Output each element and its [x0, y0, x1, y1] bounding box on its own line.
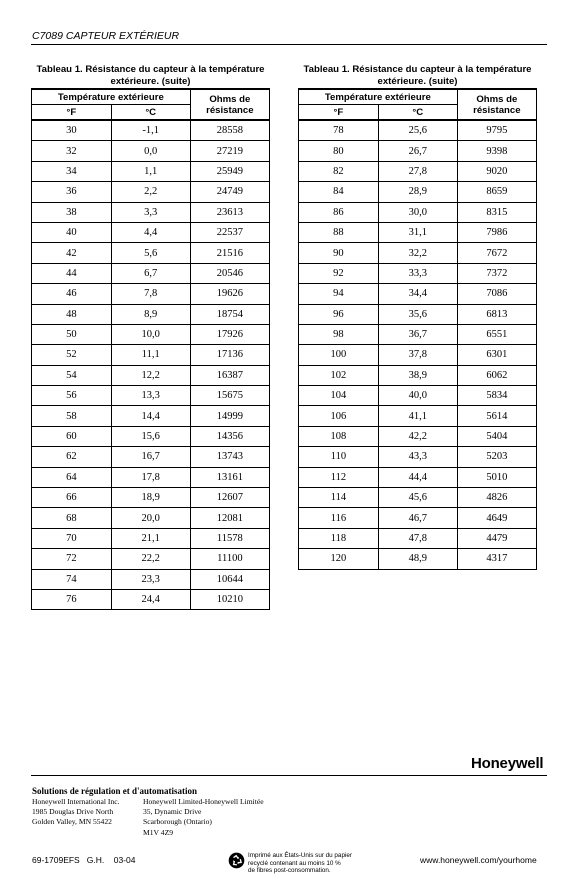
celsius-cell: 18,9 [111, 488, 190, 508]
temperature-group-header: Température extérieure [299, 89, 458, 105]
celsius-cell: 7,8 [111, 284, 190, 304]
ohms-cell: 18754 [190, 304, 269, 324]
ohms-cell: 14999 [190, 406, 269, 426]
ohms-cell: 14356 [190, 426, 269, 446]
celsius-cell: 24,4 [111, 589, 190, 609]
table-row [32, 365, 270, 385]
table-row [299, 120, 537, 141]
ohms-cell: 16387 [190, 365, 269, 385]
ohms-cell: 4826 [457, 488, 536, 508]
address-canada [143, 797, 264, 838]
table-row [299, 284, 537, 304]
table-row [299, 222, 537, 242]
table-row [32, 141, 270, 161]
table-row [32, 426, 270, 446]
celsius-cell: 48,9 [378, 549, 457, 569]
celsius-cell: 15,6 [111, 426, 190, 446]
fahrenheit-cell: 118 [299, 528, 379, 548]
table-row [32, 304, 270, 324]
fahrenheit-cell: 78 [299, 120, 379, 141]
fahrenheit-cell: 34 [32, 161, 112, 181]
ohms-cell: 6551 [457, 324, 536, 344]
ohms-cell: 4317 [457, 549, 536, 569]
celsius-cell: 5,6 [111, 243, 190, 263]
celsius-cell: 38,9 [378, 365, 457, 385]
fahrenheit-cell: 58 [32, 406, 112, 426]
fahrenheit-cell: 42 [32, 243, 112, 263]
recycle-icon [228, 852, 245, 869]
table-row [32, 589, 270, 609]
table-row [299, 141, 537, 161]
table-row [32, 182, 270, 202]
fahrenheit-cell: 50 [32, 324, 112, 344]
table-row [299, 528, 537, 548]
table-block-left [31, 64, 270, 610]
ohms-cell: 4649 [457, 508, 536, 528]
address-line: Honeywell International Inc. [32, 797, 120, 806]
fahrenheit-cell: 112 [299, 467, 379, 487]
ohms-cell: 24749 [190, 182, 269, 202]
fahrenheit-cell: 30 [32, 120, 112, 141]
celsius-cell: 25,6 [378, 120, 457, 141]
ohms-header-line1: Ohms de [209, 93, 251, 105]
table-title [298, 64, 537, 88]
table-row [299, 508, 537, 528]
fahrenheit-cell: 100 [299, 345, 379, 365]
fahrenheit-cell: 46 [32, 284, 112, 304]
table-row [32, 120, 270, 141]
fahrenheit-cell: 74 [32, 569, 112, 589]
ohms-cell: 22537 [190, 222, 269, 242]
celsius-cell: 16,7 [111, 447, 190, 467]
fahrenheit-cell: 54 [32, 365, 112, 385]
ohms-cell: 7086 [457, 284, 536, 304]
table-row [32, 447, 270, 467]
celsius-cell: 34,4 [378, 284, 457, 304]
ohms-cell: 6813 [457, 304, 536, 324]
table-title-line1: Tableau 1. Résistance du capteur à la température [36, 64, 265, 75]
celsius-cell: 12,2 [111, 365, 190, 385]
fahrenheit-cell: 40 [32, 222, 112, 242]
recycle-notice-line: Imprimé aux États-Unis sur du papier [248, 852, 352, 859]
fahrenheit-cell: 62 [32, 447, 112, 467]
table-row [32, 202, 270, 222]
celsius-cell: 37,8 [378, 345, 457, 365]
celsius-cell: 17,8 [111, 467, 190, 487]
fahrenheit-cell: 80 [299, 141, 379, 161]
fahrenheit-cell: 36 [32, 182, 112, 202]
ohms-cell: 12081 [190, 508, 269, 528]
celsius-cell: 21,1 [111, 528, 190, 548]
celsius-cell: 27,8 [378, 161, 457, 181]
honeywell-logo: Honeywell [471, 755, 544, 772]
ohms-cell: 17926 [190, 324, 269, 344]
table-row [32, 488, 270, 508]
address-us [32, 797, 120, 828]
recycle-notice-line: de fibres post-consommation. [248, 867, 331, 875]
celsius-cell: 26,7 [378, 141, 457, 161]
ohms-header-line1: Ohms de [476, 93, 518, 105]
footer-divider [31, 775, 547, 776]
fahrenheit-cell: 60 [32, 426, 112, 446]
ohms-cell: 11100 [190, 549, 269, 569]
fahrenheit-cell: 84 [299, 182, 379, 202]
celsius-cell: 31,1 [378, 222, 457, 242]
fahrenheit-cell: 94 [299, 284, 379, 304]
table-row [299, 406, 537, 426]
table-row [299, 386, 537, 406]
fahrenheit-cell: 116 [299, 508, 379, 528]
table-row [32, 222, 270, 242]
celsius-cell: 2,2 [111, 182, 190, 202]
celsius-cell: 13,3 [111, 386, 190, 406]
table-title [31, 64, 270, 88]
ohms-cell: 12607 [190, 488, 269, 508]
table-title-line2: extérieure. (suite) [110, 75, 191, 87]
ohms-cell: 10210 [190, 589, 269, 609]
table-row [299, 263, 537, 283]
fahrenheit-cell: 114 [299, 488, 379, 508]
ohms-cell: 21516 [190, 243, 269, 263]
fahrenheit-cell: 44 [32, 263, 112, 283]
table-row [32, 406, 270, 426]
celsius-cell: -1,1 [111, 120, 190, 141]
ohms-cell: 23613 [190, 202, 269, 222]
table-title-line2: extérieure. (suite) [377, 75, 458, 87]
celsius-cell: 0,0 [111, 141, 190, 161]
table-row [32, 508, 270, 528]
table-row [32, 528, 270, 548]
fahrenheit-cell: 72 [32, 549, 112, 569]
ohms-cell: 9398 [457, 141, 536, 161]
address-line: Scarborough (Ontario) [143, 817, 212, 827]
fahrenheit-cell: 86 [299, 202, 379, 222]
fahrenheit-cell: 120 [299, 549, 379, 569]
table-row [32, 324, 270, 344]
ohms-cell: 6062 [457, 365, 536, 385]
table-row [299, 488, 537, 508]
celsius-cell: 10,0 [111, 324, 190, 344]
celsius-header: °C [378, 105, 457, 121]
fahrenheit-cell: 106 [299, 406, 379, 426]
ohms-header [190, 89, 269, 120]
fahrenheit-cell: 56 [32, 386, 112, 406]
ohms-cell: 28558 [190, 120, 269, 141]
ohms-cell: 6301 [457, 345, 536, 365]
temperature-group-header: Température extérieure [32, 89, 191, 105]
ohms-cell: 13161 [190, 467, 269, 487]
celsius-cell: 6,7 [111, 263, 190, 283]
ohms-cell: 7672 [457, 243, 536, 263]
ohms-cell: 25949 [190, 161, 269, 181]
fahrenheit-cell: 48 [32, 304, 112, 324]
fahrenheit-cell: 76 [32, 589, 112, 609]
ohms-cell: 11578 [190, 528, 269, 548]
ohms-cell: 5404 [457, 426, 536, 446]
ohms-cell: 20546 [190, 263, 269, 283]
ohms-cell: 10644 [190, 569, 269, 589]
table-title-line1: Tableau 1. Résistance du capteur à la température [303, 64, 532, 75]
address-line: M1V 4Z9 [143, 827, 174, 837]
ohms-cell: 4479 [457, 528, 536, 548]
table-row [32, 243, 270, 263]
table-body [32, 120, 270, 610]
ohms-cell: 9020 [457, 161, 536, 181]
table-row [299, 426, 537, 446]
ohms-header-line2: résistance [206, 104, 254, 116]
table-row [32, 263, 270, 283]
table-row [32, 549, 270, 569]
fahrenheit-cell: 38 [32, 202, 112, 222]
celsius-cell: 30,0 [378, 202, 457, 222]
table-row [299, 182, 537, 202]
table-row [299, 304, 537, 324]
fahrenheit-header: °F [32, 105, 112, 121]
header-divider [31, 44, 547, 45]
website-url: www.honeywell.com/yourhome [420, 855, 537, 865]
fahrenheit-cell: 102 [299, 365, 379, 385]
ohms-cell: 19626 [190, 284, 269, 304]
ohms-cell: 13743 [190, 447, 269, 467]
ohms-header-line2: résistance [473, 104, 521, 116]
ohms-cell: 17136 [190, 345, 269, 365]
ohms-cell: 9795 [457, 120, 536, 141]
fahrenheit-cell: 32 [32, 141, 112, 161]
table-body [299, 120, 537, 569]
ohms-cell: 7986 [457, 222, 536, 242]
fahrenheit-cell: 92 [299, 263, 379, 283]
resistance-table [298, 88, 537, 570]
fahrenheit-cell: 64 [32, 467, 112, 487]
table-row [299, 447, 537, 467]
table-row [32, 467, 270, 487]
ohms-cell: 5614 [457, 406, 536, 426]
table-row [32, 345, 270, 365]
resistance-table [31, 88, 270, 610]
celsius-cell: 46,7 [378, 508, 457, 528]
table-row [299, 243, 537, 263]
celsius-cell: 47,8 [378, 528, 457, 548]
table-row [299, 549, 537, 569]
fahrenheit-cell: 70 [32, 528, 112, 548]
fahrenheit-cell: 88 [299, 222, 379, 242]
address-line: 35, Dynamic Drive [143, 807, 202, 817]
document-number: 69-1709EFS G.H. 03-04 [32, 855, 136, 865]
fahrenheit-cell: 98 [299, 324, 379, 344]
celsius-header: °C [111, 105, 190, 121]
ohms-cell: 27219 [190, 141, 269, 161]
celsius-cell: 40,0 [378, 386, 457, 406]
table-row [32, 161, 270, 181]
celsius-cell: 41,1 [378, 406, 457, 426]
table-row [32, 386, 270, 406]
celsius-cell: 45,6 [378, 488, 457, 508]
celsius-cell: 22,2 [111, 549, 190, 569]
fahrenheit-cell: 90 [299, 243, 379, 263]
celsius-cell: 4,4 [111, 222, 190, 242]
ohms-header [457, 89, 536, 120]
fahrenheit-cell: 96 [299, 304, 379, 324]
table-row [299, 467, 537, 487]
fahrenheit-cell: 66 [32, 488, 112, 508]
celsius-cell: 1,1 [111, 161, 190, 181]
fahrenheit-cell: 68 [32, 508, 112, 528]
table-row [299, 345, 537, 365]
ohms-cell: 7372 [457, 263, 536, 283]
celsius-cell: 32,2 [378, 243, 457, 263]
fahrenheit-cell: 104 [299, 386, 379, 406]
table-row [299, 324, 537, 344]
ohms-cell: 15675 [190, 386, 269, 406]
table-row [299, 202, 537, 222]
fahrenheit-header: °F [299, 105, 379, 121]
ohms-cell: 5834 [457, 386, 536, 406]
table-row [32, 569, 270, 589]
celsius-cell: 20,0 [111, 508, 190, 528]
table-row [32, 284, 270, 304]
celsius-cell: 23,3 [111, 569, 190, 589]
celsius-cell: 43,3 [378, 447, 457, 467]
table-row [299, 365, 537, 385]
fahrenheit-cell: 108 [299, 426, 379, 446]
fahrenheit-cell: 110 [299, 447, 379, 467]
address-line: 1985 Douglas Drive North [32, 807, 114, 817]
address-line: Honeywell Limited-Honeywell Limitée [143, 797, 264, 806]
celsius-cell: 8,9 [111, 304, 190, 324]
fahrenheit-cell: 82 [299, 161, 379, 181]
celsius-cell: 14,4 [111, 406, 190, 426]
fahrenheit-cell: 52 [32, 345, 112, 365]
address-line: Golden Valley, MN 55422 [32, 817, 112, 827]
page-header-title: C7089 CAPTEUR EXTÉRIEUR [32, 30, 180, 42]
celsius-cell: 44,4 [378, 467, 457, 487]
ohms-cell: 8659 [457, 182, 536, 202]
celsius-cell: 11,1 [111, 345, 190, 365]
celsius-cell: 3,3 [111, 202, 190, 222]
table-row [299, 161, 537, 181]
footer-heading: Solutions de régulation et d'automatisation [32, 786, 198, 796]
celsius-cell: 36,7 [378, 324, 457, 344]
celsius-cell: 42,2 [378, 426, 457, 446]
celsius-cell: 35,6 [378, 304, 457, 324]
recycle-notice [248, 852, 352, 875]
celsius-cell: 33,3 [378, 263, 457, 283]
table-block-right [298, 64, 537, 570]
ohms-cell: 8315 [457, 202, 536, 222]
ohms-cell: 5010 [457, 467, 536, 487]
ohms-cell: 5203 [457, 447, 536, 467]
recycle-notice-line: recyclé contenant au moins 10 % [248, 859, 341, 867]
celsius-cell: 28,9 [378, 182, 457, 202]
